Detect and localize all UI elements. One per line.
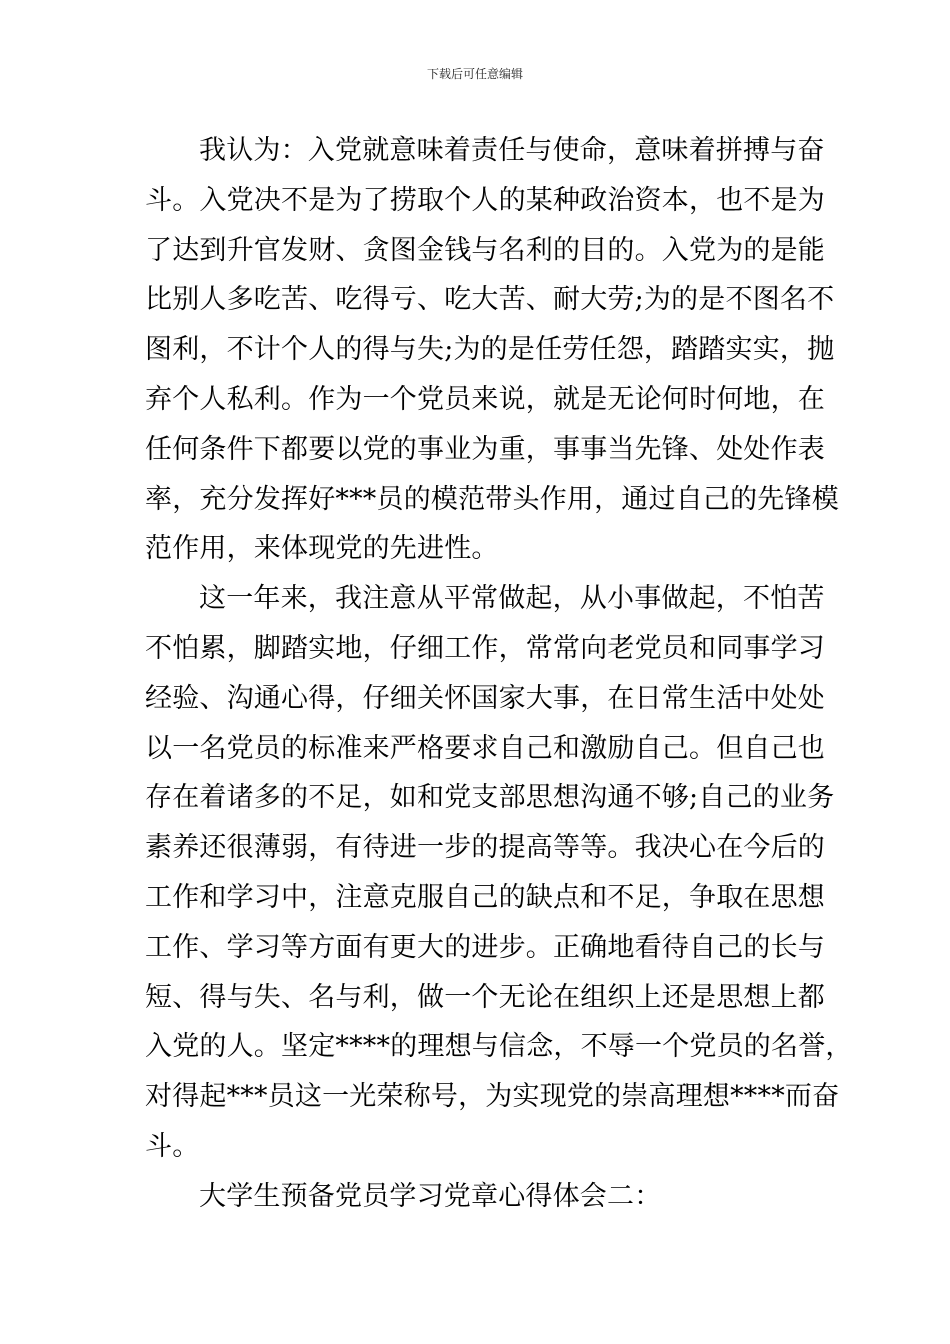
text-line: 对得起***员这一光荣称号，为实现党的崇高理想****而奋 [145,1081,840,1113]
header-note: 下载后可任意编辑 [426,67,523,81]
text-line: 工作、学习等方面有更大的进步。正确地看待自己的长与 [145,931,825,963]
text-line: 弃个人私利。作为一个党员来说，就是无论何时何地，在 [145,383,825,415]
text-line: 这一年来，我注意从平常做起，从小事做起，不怕苦 [199,583,825,615]
text-line: 素养还很薄弱，有待进一步的提高等等。我决心在今后的 [145,832,825,864]
section-heading [145,1172,815,1222]
text-line: 不怕累，脚踏实地，仔细工作，常常向老党员和同事学习 [145,632,825,664]
text-line: 范作用，来体现党的先进性。 [145,533,499,565]
text-line: 入党的人。坚定****的理想与信念，不辱一个党员的名誉， [145,1031,853,1063]
text-line: 斗。 [145,1130,200,1162]
text-line: 经验、沟通心得，仔细关怀国家大事，在日常生活中处处 [145,682,825,714]
text-line: 存在着诸多的不足，如和党支部思想沟通不够;自己的业务 [145,782,835,814]
text-line: 比别人多吃苦、吃得亏、吃大苦、耐大劳;为的是不图名不 [145,284,835,316]
paragraph [145,126,839,574]
text-line: 任何条件下都要以党的事业为重，事事当先锋、处处作表 [145,433,825,465]
text-line: 图利，不计个人的得与失;为的是任劳任怨，踏踏实实，抛 [145,334,835,366]
text-line: 以一名党员的标准来严格要求自己和激励自己。但自己也 [145,732,825,764]
text-line: 率，充分发挥好***员的模范带头作用，通过自己的先锋模 [145,483,839,515]
paragraph [145,574,853,1172]
text-line: 短、得与失、名与利，做一个无论在组织上还是思想上都 [145,981,825,1013]
document-body [145,126,853,1222]
text-line: 我认为：入党就意味着责任与使命，意味着拼搏与奋 [199,135,825,166]
text-line: 斗。入党决不是为了捞取个人的某种政治资本，也不是为 [145,184,825,216]
text-line: 工作和学习中，注意克服自己的缺点和不足，争取在思想 [145,881,825,913]
text-line: 大学生预备党员学习党章心得体会二： [199,1180,662,1212]
text-line: 了达到升官发财、贪图金钱与名利的目的。入党为的是能 [145,234,825,266]
